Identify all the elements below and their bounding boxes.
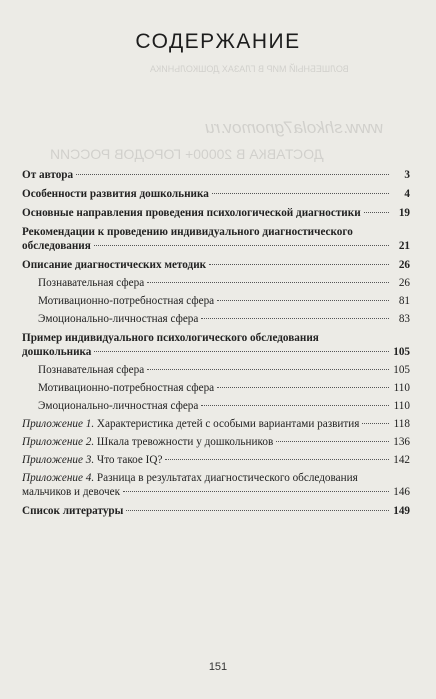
dot-leader — [76, 174, 389, 175]
toc-entry-title-line: Рекомендации к проведению индивидуального диагностического — [22, 226, 353, 238]
toc-entry — [22, 258, 410, 272]
toc-entry — [22, 168, 410, 182]
toc-entry — [22, 471, 410, 499]
toc-page-number: 21 — [398, 240, 410, 252]
toc-entry — [22, 435, 410, 449]
appendix-label: Приложение 4. — [22, 472, 95, 484]
toc-page-number: 146 — [393, 486, 410, 498]
toc-page-number: 136 — [393, 436, 410, 448]
toc-page-number: 110 — [393, 382, 410, 394]
toc-entry — [22, 453, 410, 467]
toc-entry — [22, 331, 410, 359]
toc-page-number: 142 — [393, 454, 410, 466]
toc-entry-title: Эмоционально-личностная сфера — [38, 313, 199, 325]
toc-entry-title: Приложение 3. Что такое IQ? — [22, 454, 163, 466]
toc-page-number: 105 — [393, 346, 410, 358]
dot-leader — [209, 264, 389, 265]
dot-leader — [94, 351, 389, 352]
toc-page-number: 26 — [398, 277, 410, 289]
dot-leader — [147, 369, 389, 370]
bleed-through-text-3: ДОСТАВКА В 20000+ ГОРОДОВ РОССИИ — [50, 146, 324, 162]
table-of-contents — [22, 164, 410, 518]
dot-leader — [147, 282, 389, 283]
toc-page-number: 105 — [393, 364, 410, 376]
toc-entry-title: Познавательная сфера — [38, 364, 145, 376]
toc-page-number: 19 — [398, 207, 410, 219]
toc-entry — [22, 312, 410, 326]
toc-entry-title: Эмоционально-личностная сфера — [38, 400, 199, 412]
toc-entry-title: мальчиков и девочек — [22, 486, 121, 498]
dot-leader — [201, 405, 389, 406]
toc-entry-title: Приложение 1. Характеристика детей с особыми вариантами развития — [22, 418, 360, 430]
toc-entry-title: Описание диагностических методик — [22, 259, 207, 271]
toc-entry — [22, 206, 410, 220]
dot-leader — [201, 318, 389, 319]
toc-entry — [22, 187, 410, 201]
toc-entry-title-line: Пример индивидуального психологического обследования — [22, 332, 319, 344]
dot-leader — [364, 212, 389, 213]
dot-leader — [276, 441, 389, 442]
toc-entry — [22, 381, 410, 395]
toc-entry-title: Основные направления проведения психологической диагностики — [22, 207, 361, 219]
toc-page-number: 83 — [398, 313, 410, 325]
appendix-label: Приложение 2. — [22, 436, 95, 448]
toc-page-number: 110 — [393, 400, 410, 412]
toc-entry-title: дошкольника — [22, 346, 92, 358]
toc-entry — [22, 417, 410, 431]
appendix-label: Приложение 3. — [22, 454, 95, 466]
dot-leader — [217, 387, 389, 388]
toc-entry-title-line: Приложение 4. Разница в результатах диагностического обследования — [22, 472, 358, 484]
dot-leader — [212, 193, 389, 194]
bleed-through-text-2: www.shkola7gnomov.ru — [205, 118, 384, 137]
toc-entry — [22, 363, 410, 377]
toc-entry-title: От автора — [22, 169, 74, 181]
bleed-through-text-1: ВОЛШЕБНЫЙ МИР В ГЛАЗАХ ДОШКОЛЬНИКА — [150, 64, 349, 74]
toc-entry-title: Познавательная сфера — [38, 277, 145, 289]
dot-leader — [123, 491, 389, 492]
toc-entry — [22, 504, 410, 518]
page-number: 151 — [208, 661, 228, 673]
toc-page-number: 118 — [393, 418, 410, 430]
toc-entry-title: обследования — [22, 240, 91, 252]
page-title: СОДЕРЖАНИЕ — [135, 30, 301, 53]
toc-entry-title: Мотивационно-потребностная сфера — [38, 382, 215, 394]
toc-entry-title: Мотивационно-потребностная сфера — [38, 295, 215, 307]
toc-entry-title: Список литературы — [22, 505, 124, 517]
dot-leader — [94, 245, 389, 246]
toc-entry — [22, 399, 410, 413]
toc-entry-title: Особенности развития дошкольника — [22, 188, 209, 200]
dot-leader — [362, 423, 389, 424]
toc-page-number: 3 — [404, 169, 410, 181]
toc-page-number: 149 — [393, 505, 410, 517]
toc-page-number: 26 — [398, 259, 410, 271]
toc-entry-title: Приложение 2. Шкала тревожности у дошкольников — [22, 436, 274, 448]
dot-leader — [126, 510, 389, 511]
toc-page-number: 4 — [404, 188, 410, 200]
toc-entry — [22, 276, 410, 290]
dot-leader — [217, 300, 389, 301]
toc-page-number: 81 — [398, 295, 410, 307]
toc-entry — [22, 294, 410, 308]
dot-leader — [165, 459, 389, 460]
appendix-label: Приложение 1. — [22, 418, 95, 430]
toc-entry — [22, 225, 410, 253]
